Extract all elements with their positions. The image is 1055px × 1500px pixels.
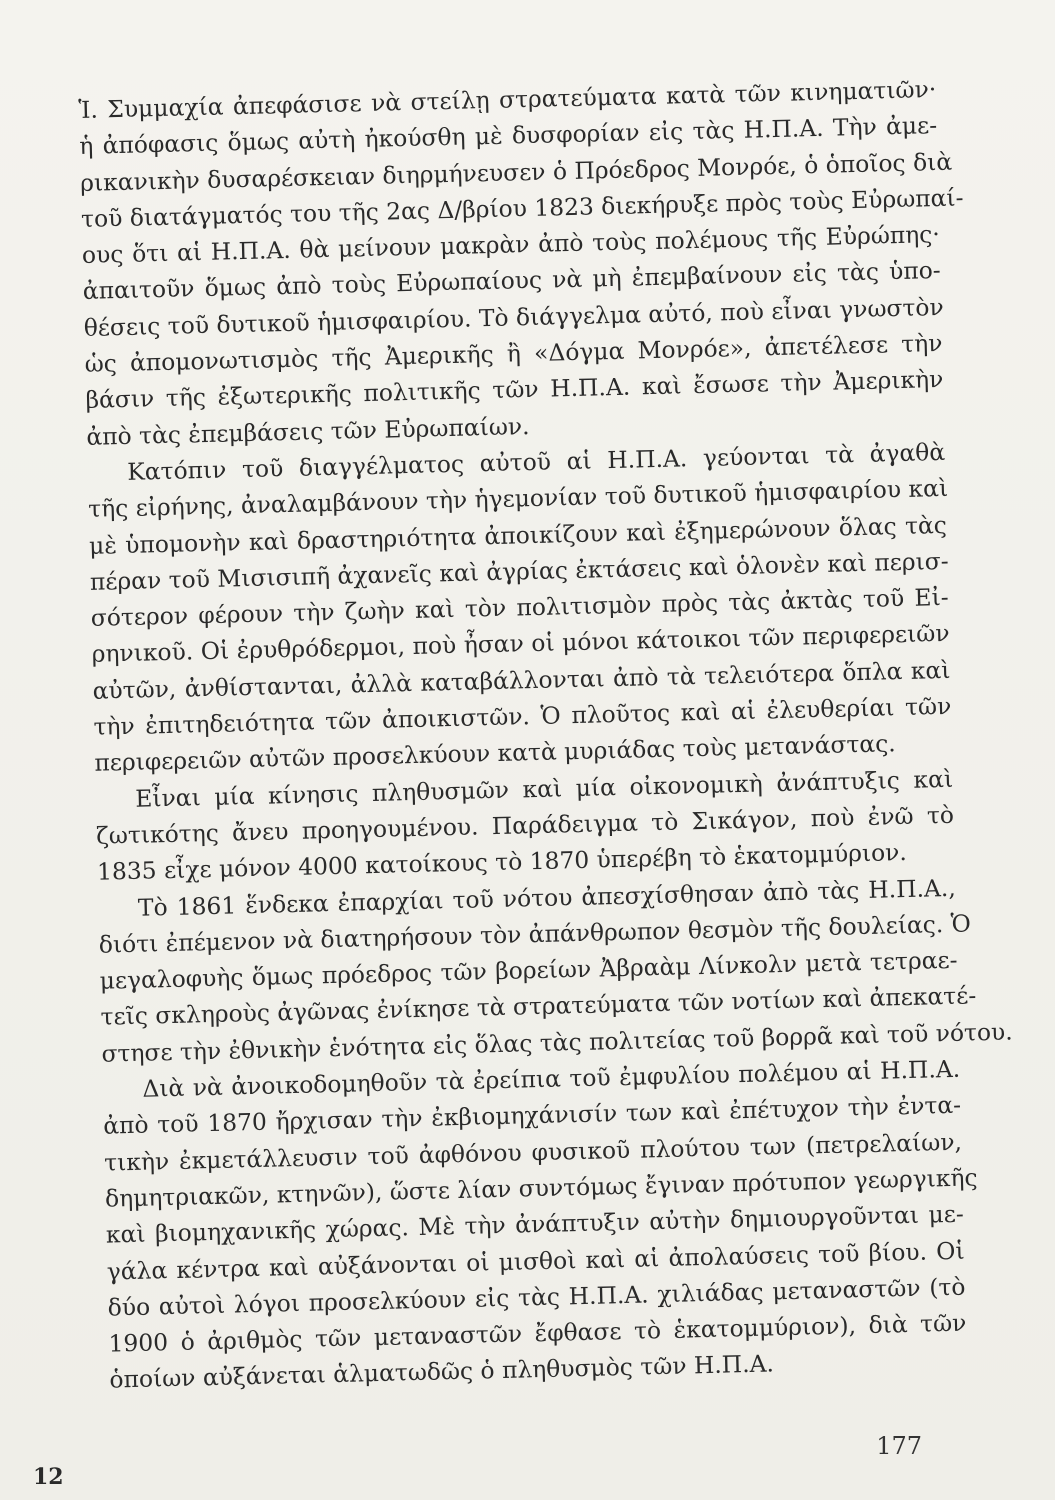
text-line: Κατόπιν τοῦ διαγγέλματος αὐτοῦ αἱ Η.Π.Α. γεύονται τὰ ἀγαθὰ [126, 437, 946, 486]
text-line: τῆς εἰρήνης, ἀναλαμβάνουν τὴν ἡγεμονίαν τοῦ δυτικοῦ ἡμισφαιρίου καὶ [87, 474, 949, 524]
text-line: θέσεις τοῦ δυτικοῦ ἡμισφαιρίου. Τὸ διάγγελμα αὐτό, ποὺ εἶναι γνωστὸν [83, 292, 945, 342]
paragraph [78, 71, 964, 455]
text-line: 1835 εἶχε μόνον 4000 κατοίκους τὸ 1870 ὑπερέβη τὸ ἑκατομμύριον. [96, 838, 908, 886]
text-line: Τὸ 1861 ἕνδεκα ἐπαρχίαι τοῦ νότου ἀπεσχίσθησαν ἀπὸ τὰς Η.Π.Α., [137, 873, 957, 922]
text-line: δύο αὐτοὶ λόγοι προσελκύουν εἰς τὰς Η.Π.Α. χιλιάδας μεταναστῶν (τὸ [107, 1272, 966, 1322]
text-line: τικὴν ἐκμετάλλευσιν τοῦ ἀφθόνου φυσικοῦ πλούτου των (πετρελαίων, [103, 1127, 963, 1177]
text-line: ὡς ἀπομονωτισμὸς τῆς Ἀμερικῆς ἢ «Δόγμα Μονρόε», ἀπετέλεσε τὴν [84, 329, 943, 378]
text-line: στησε τὴν ἐθνικὴν ἑνότητα εἰς ὅλας τὰς πολιτείας τοῦ βορρᾶ καὶ τοῦ νότου. [101, 1017, 1013, 1068]
text-line: σότερον φέρουν τὴν ζωὴν καὶ τὸν πολιτισμὸν πρὸς τὰς ἀκτὰς τοῦ Εἰ- [90, 583, 949, 632]
text-line: ρηνικοῦ. Οἱ ἐρυθρόδερμοι, ποὺ ἦσαν οἱ μόνοι κάτοικοι τῶν περιφερειῶν [91, 619, 950, 669]
signature-mark: 12 [33, 1464, 64, 1490]
text-line: ἀπὸ τὰς ἐπεμβάσεις τῶν Εὐρωπαίων. [86, 411, 530, 451]
paragraph [102, 1051, 978, 1399]
text-line: τὴν ἐπιτηδειότητα τῶν ἀποικιστῶν. Ὁ πλοῦτος καὶ αἱ ἐλευθερίαι τῶν [93, 691, 952, 741]
body-text [78, 71, 1013, 1398]
text-line: βάσιν τῆς ἐξωτερικῆς πολιτικῆς τῶν Η.Π.Α. καὶ ἔσωσε τὴν Ἀμερικὴν [85, 365, 944, 415]
text-line: δημητριακῶν, κτηνῶν), ὥστε λίαν συντόμως ἔγιναν πρότυπον γεωργικῆς [104, 1163, 978, 1213]
text-line: Διὰ νὰ ἀνοικοδομηθοῦν τὰ ἐρείπια τοῦ ἐμφυλίου πολέμου αἱ Η.Π.Α. [142, 1054, 961, 1103]
text-line: περιφερειῶν αὐτῶν προσελκύουν κατὰ μυριάδας τοὺς μετανάστας. [94, 729, 897, 778]
text-line: διότι ἐπέμενον νὰ διατηρήσουν τὸν ἀπάνθρωπον θεσμὸν τῆς δουλείας. Ὁ [98, 909, 972, 959]
text-line: πέραν τοῦ Μισισιπῆ ἀχανεῖς καὶ ἀγρίας ἐκτάσεις καὶ ὁλονὲν καὶ περισ- [89, 546, 949, 596]
text-line: καὶ βιομηχανικῆς χώρας. Μὲ τὴν ἀνάπτυξιν αὐτὴν δημιουργοῦνται με- [105, 1199, 965, 1249]
text-line: αὐτῶν, ἀνθίστανται, ἀλλὰ καταβάλλονται ἀπὸ τὰ τελειότερα ὅπλα καὶ [92, 655, 951, 705]
text-line: ζωτικότης ἄνευ προηγουμένου. Παράδειγμα τὸ Σικάγον, ποὺ ἐνῶ τὸ [95, 800, 955, 850]
text-line: τεῖς σκληροὺς ἀγῶνας ἐνίκησε τὰ στρατεύματα τῶν νοτίων καὶ ἀπεκατέ- [100, 981, 977, 1032]
text-line: ους ὅτι αἱ Η.Π.Α. θὰ μείνουν μακρὰν ἀπὸ τοὺς πολέμους τῆς Εὐρώπης· [81, 220, 941, 270]
page-number: 177 [876, 1432, 922, 1460]
text-line: Ἱ. Συμμαχία ἀπεφάσισε νὰ στείλῃ στρατεύματα κατὰ τῶν κινηματιῶν· [78, 75, 937, 124]
text-line: μεγαλοφυὴς ὅμως πρόεδρος τῶν βορείων Ἀβραὰμ Λίνκολν μετὰ τετραε- [99, 945, 958, 995]
text-line: 1900 ὁ ἀριθμὸς τῶν μεταναστῶν ἔφθασε τὸ ἑκατομμύριον), διὰ τῶν [108, 1308, 967, 1358]
text-line: Εἶναι μία κίνησις πληθυσμῶν καὶ μία οἰκονομικὴ ἀνάπτυξις καὶ [134, 764, 954, 813]
text-line: ρικανικὴν δυσαρέσκειαν διηρμήνευσεν ὁ Πρόεδρος Μονρόε, ὁ ὁποῖος διὰ [79, 147, 953, 197]
text-line: γάλα κέντρα καὶ αὐξάνονται οἱ μισθοὶ καὶ αἱ ἀπολαύσεις τοῦ βίου. Οἱ [106, 1236, 965, 1286]
text-line: μὲ ὑπομονὴν καὶ δραστηριότητα ἀποικίζουν καὶ ἐξημερώνουν ὅλας τὰς [88, 510, 948, 560]
text-line: ἀπὸ τοῦ 1870 ἤρχισαν τὴν ἐκβιομηχάνισίν των καὶ ἐπέτυχον τὴν ἐντα- [102, 1091, 962, 1140]
paragraph [98, 869, 1013, 1071]
text-line: τοῦ διατάγματός του τῆς 2ας Δ/βρίου 1823 διεκήρυξε πρὸς τοὺς Εὐρωπαί- [80, 183, 964, 233]
paragraph [87, 434, 953, 782]
text-line: ἀπαιτοῦν ὅμως ἀπὸ τοὺς Εὐρωπαίους νὰ μὴ ἐπεμβαίνουν εἰς τὰς ὑπο- [82, 256, 941, 306]
text-line: ἡ ἀπόφασις ὅμως αὐτὴ ἠκούσθη μὲ δυσφορίαν εἰς τὰς Η.Π.Α. Τὴν ἀμε- [78, 111, 938, 161]
text-line: ὁποίων αὐξάνεται ἁλματωδῶς ὁ πληθυσμὸς τῶν Η.Π.Α. [109, 1349, 775, 1395]
paragraph [95, 760, 955, 890]
